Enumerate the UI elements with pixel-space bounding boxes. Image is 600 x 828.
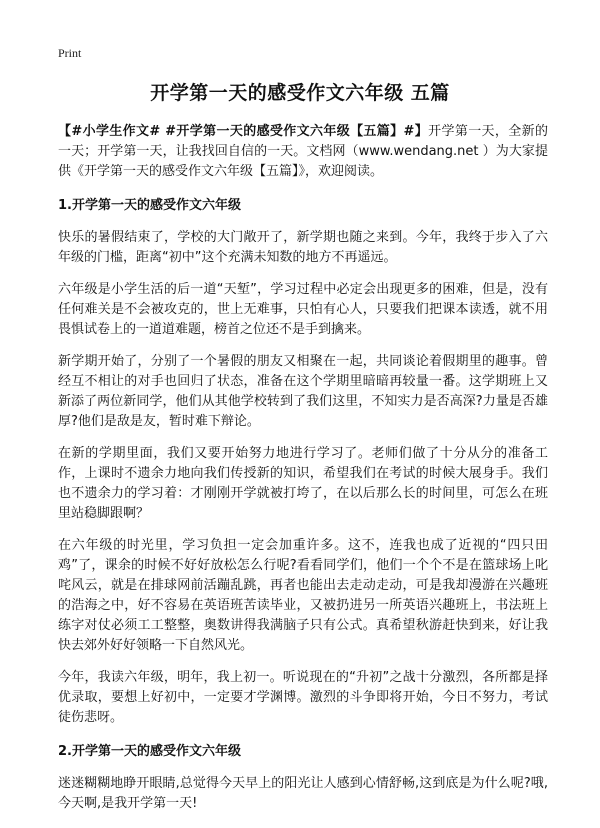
section-1-paragraph-5: 在六年级的时光里，学习负担一定会加重许多。这不，连我也成了近视的“四只田鸡”了，课余的时候不好好放松怎么行呢?看看同学们，他们一个个不是在篮球场上叱咤风云，就是在排球网前活蹦乱跳，再者也能出去走动走动，可是我却漫游在兴趣班的浩海之中，好不容易在英语班苦读毕业，又被扔进另一所英语兴趣班上，书法班上练字对仗必须工工整整，奥数讲得我满脑子只有公式。真希望秋游赶快到来，好让我快去郊外好好领略一下自然风光。 [58, 538, 548, 653]
intro-tag: 【#小学生作文# #开学第一天的感受作文六年级【五篇】#】 [58, 124, 429, 139]
section-1-paragraph-2: 六年级是小学生活的后一道“天堑”，学习过程中必定会出现更多的困难，但是，没有任何难关是不会被攻克的，世上无难事，只怕有心人，只要我们把课本读透，就不用畏惧试卷上的一道道难题，榜首之位还不是手到擒来。 [58, 282, 548, 337]
section-1-paragraph-1: 快乐的暑假结束了，学校的大门敞开了，新学期也随之来到。今年，我终于步入了六年级的门槛，距离“初中”这个充满未知数的地方不再遥远。 [58, 230, 548, 265]
article-body [58, 122, 548, 826]
section-2-paragraph-1: 迷迷糊糊地睁开眼睛,总觉得今天早上的阳光让人感到心情舒畅,这到底是为什么呢?哦,今天啊,是我开学第一天! [58, 776, 548, 811]
page-title: 开学第一天的感受作文六年级 五篇 [150, 82, 450, 104]
section-1-paragraph-3: 新学期开始了，分别了一个暑假的朋友又相聚在一起，共同谈论着假期里的趣事。曾经互不相让的对手也回归了状态，准备在这个学期里暗暗再较量一番。这学期班上又新添了两位新同学，他们从其他学校转到了我们这里，不知实力是否高深?力量是否雄厚?他们是敌是友，暂时难下辩论。 [58, 354, 548, 429]
print-label: Print [58, 46, 82, 60]
intro-text: 开学第一天，全新的一天；开学第一天，让我找回自信的一天。文档网（www.wendang.net ）为大家提供《开学第一天的感受作文六年级【五篇】》，欢迎阅读。 [58, 124, 548, 179]
section-heading: 1.开学第一天的感受作文六年级 [58, 198, 241, 213]
section-1-paragraph-4: 在新的学期里面，我们又要开始努力地进行学习了。老师们做了十分从分的准备工作，上课时不遗余力地向我们传授新的知识，希望我们在考试的时候大展身手。我们也不遗余力的学习着：才刚刚开学就被打垮了，在以后那么长的时间里，可怎么在班里站稳脚跟啊？ [58, 446, 548, 521]
section-1-paragraph-6: 今年，我读六年级，明年，我上初一。听说现在的“升初”之战十分激烈，各所都是择优录取，要想上好初中，一定要才学渊博。激烈的斗争即将开始，今日不努力，考试徒伤悲呀。 [58, 670, 548, 725]
intro-paragraph [58, 122, 548, 182]
section-heading: 2.开学第一天的感受作文六年级 [58, 744, 241, 759]
